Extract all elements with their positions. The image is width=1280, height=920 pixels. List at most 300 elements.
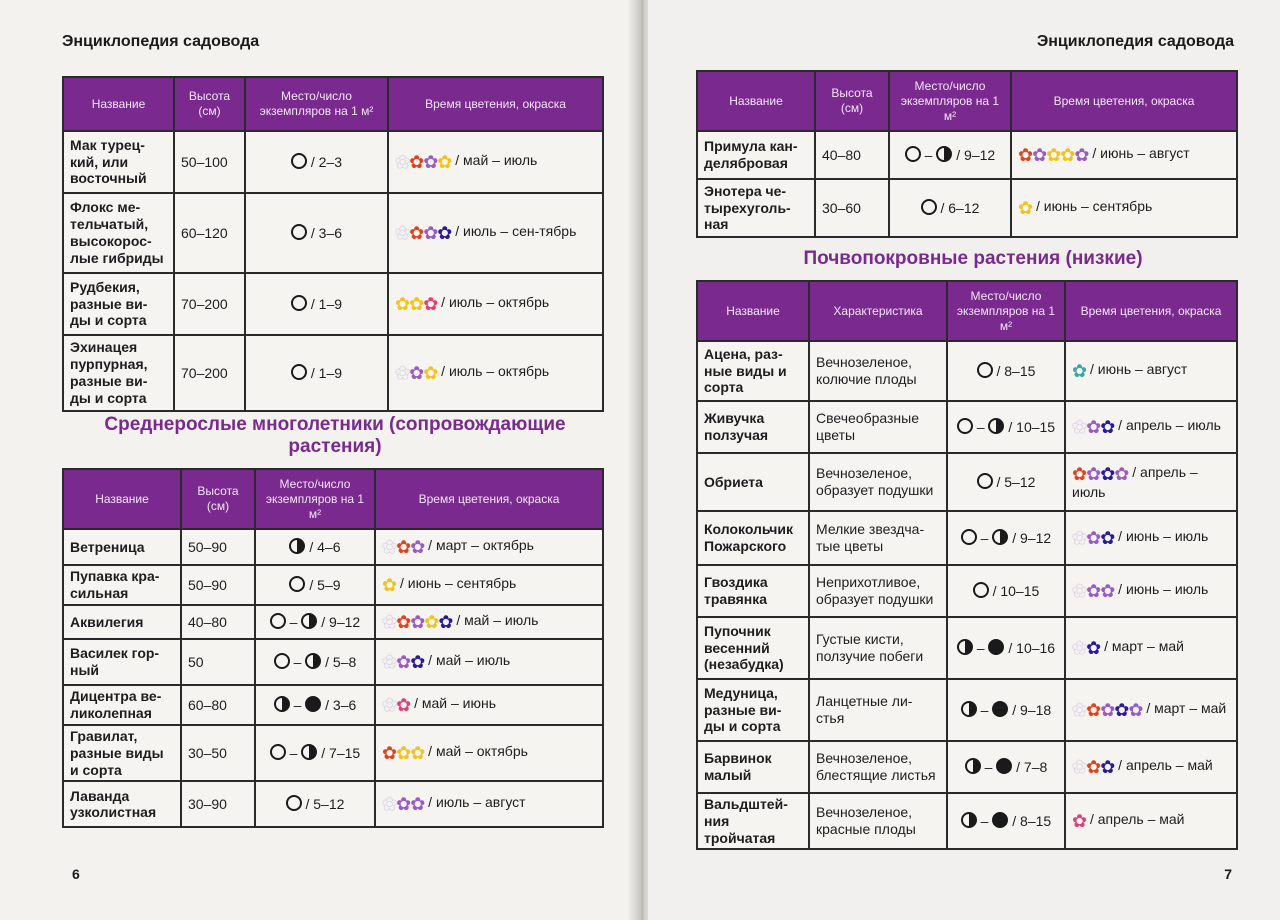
- flower-colors: [395, 154, 451, 172]
- plants-per-m2: / 9–12: [952, 147, 996, 164]
- column-header: Высота (см): [181, 469, 255, 529]
- dash-separator: –: [285, 745, 302, 762]
- bloom-cell: [375, 565, 603, 605]
- flower-white-icon: ✿: [1072, 581, 1088, 602]
- plant-name: Флокс ме-тельчатый, высокорос-лые гибриды: [63, 193, 174, 273]
- partial-shade-icon: [965, 758, 981, 774]
- placement-cell: [255, 529, 375, 565]
- plant-height: 30–50: [181, 725, 255, 781]
- flower-red-icon: ✿: [409, 152, 425, 173]
- table-row: [63, 685, 603, 725]
- plant-height: 30–90: [181, 781, 255, 827]
- column-header: Название: [63, 469, 181, 529]
- flower-yellow-icon: ✿: [1018, 198, 1034, 219]
- placement-cell: [245, 131, 388, 193]
- flower-white-icon: ✿: [1072, 757, 1088, 778]
- plant-height: 60–80: [181, 685, 255, 725]
- full-shade-icon: [305, 696, 321, 712]
- flower-red-icon: ✿: [396, 537, 412, 558]
- flower-purple-icon: ✿: [1086, 417, 1102, 438]
- plants-per-m2: / 5–12: [301, 796, 345, 813]
- flower-colors: [382, 614, 452, 632]
- full-sun-icon: [921, 199, 937, 215]
- flower-purple-icon: ✿: [1032, 145, 1048, 166]
- placement-cell: [947, 565, 1065, 617]
- dash-separator: –: [976, 530, 993, 547]
- plants-per-m2: / 1–9: [306, 365, 343, 382]
- flower-green-icon: ✿: [1072, 361, 1088, 382]
- plants-per-m2: / 1–9: [306, 296, 343, 313]
- column-header: Название: [697, 71, 815, 131]
- section-title-groundcover: Почвопокровные растения (низкие): [803, 248, 1143, 269]
- plants-per-m2: / 10–15: [988, 583, 1040, 600]
- flower-white-icon: ✿: [1072, 638, 1088, 659]
- medium-perennials-table: [62, 468, 604, 828]
- flower-white-icon: ✿: [395, 152, 411, 173]
- flower-purple-icon: ✿: [1086, 581, 1102, 602]
- plant-name: Живучка ползучая: [697, 401, 809, 453]
- plants-per-m2: / 9–18: [1008, 702, 1052, 719]
- flower-yellow-icon: ✿: [409, 294, 425, 315]
- plant-name: Лаванда узколистная: [63, 781, 181, 827]
- flower-red-icon: ✿: [1072, 463, 1088, 484]
- full-shade-icon: [996, 758, 1012, 774]
- table-row: [697, 453, 1237, 511]
- bloom-period: / июнь – июль: [1114, 581, 1209, 598]
- flower-yellow-icon: ✿: [395, 294, 411, 315]
- dash-separator: –: [980, 759, 997, 776]
- placement-cell: [255, 639, 375, 685]
- dash-separator: –: [289, 697, 306, 714]
- table-row: [63, 529, 603, 565]
- placement-cell: [947, 453, 1065, 511]
- plant-name: Обриета: [697, 453, 809, 511]
- groundcover-table: [696, 280, 1238, 850]
- bloom-period: / июнь – август: [1088, 145, 1190, 162]
- flower-purple-icon: ✿: [396, 652, 412, 673]
- bloom-cell: [375, 605, 603, 639]
- flower-purple-icon: ✿: [1100, 581, 1116, 602]
- flower-purple-icon: ✿: [410, 612, 426, 633]
- bloom-period: / июнь – август: [1086, 361, 1188, 378]
- table-row: [697, 741, 1237, 793]
- flower-colors: [1072, 463, 1130, 484]
- bloom-cell: [388, 131, 603, 193]
- plants-per-m2: / 10–16: [1004, 640, 1056, 657]
- column-header: Название: [63, 77, 174, 131]
- full-sun-icon: [291, 224, 307, 240]
- full-sun-icon: [957, 418, 973, 434]
- flower-red-icon: ✿: [396, 612, 412, 633]
- flower-white-icon: ✿: [382, 652, 398, 673]
- partial-shade-icon: [988, 418, 1004, 434]
- plant-name: Пупавка кра-сильная: [63, 565, 181, 605]
- plant-characteristic: Вечнозеленое, блестящие листья: [809, 741, 947, 793]
- table-row: [697, 131, 1237, 179]
- flower-blue-icon: ✿: [1100, 757, 1116, 778]
- plant-characteristic: Вечнозеленое, образует подушки: [809, 453, 947, 511]
- plant-name: Василек гор-ный: [63, 639, 181, 685]
- plant-height: 70–200: [174, 273, 245, 335]
- flower-colors: [395, 225, 451, 243]
- flower-colors: [1072, 640, 1100, 658]
- flower-purple-icon: ✿: [423, 223, 439, 244]
- plants-per-m2: / 4–6: [305, 539, 341, 556]
- table-row: [697, 511, 1237, 565]
- flower-red-icon: ✿: [409, 223, 425, 244]
- flower-colors: [1072, 702, 1142, 720]
- section-title-medium: Среднерослые многолетники (сопровождающие растения): [104, 414, 566, 457]
- flower-blue-icon: ✿: [1114, 700, 1130, 721]
- plant-height: 70–200: [174, 335, 245, 411]
- bloom-period: / апрель – май: [1114, 757, 1213, 774]
- column-header: Время цветения, окраска: [375, 469, 603, 529]
- full-sun-icon: [961, 529, 977, 545]
- bloom-period: / март – май: [1100, 638, 1184, 655]
- bloom-period: / июнь – июль: [1114, 528, 1209, 545]
- dash-separator: –: [285, 614, 302, 631]
- plant-name: Эхинацея пурпурная, разные ви-ды и сорта: [63, 335, 174, 411]
- perennials-table-top: [62, 76, 604, 412]
- plant-name: Гвоздика травянка: [697, 565, 809, 617]
- placement-cell: [947, 341, 1065, 401]
- flower-white-icon: ✿: [1072, 528, 1088, 549]
- flower-purple-icon: ✿: [1086, 528, 1102, 549]
- full-sun-icon: [905, 146, 921, 162]
- bloom-cell: [1065, 453, 1237, 511]
- plant-characteristic: Густые кисти, ползучие побеги: [809, 617, 947, 679]
- plants-per-m2: / 7–15: [317, 745, 361, 762]
- flower-colors: [382, 577, 396, 595]
- dash-separator: –: [972, 419, 989, 436]
- flower-colors: [1018, 200, 1032, 218]
- plant-name: Дицентра ве-ликолепная: [63, 685, 181, 725]
- plants-per-m2: / 5–12: [992, 474, 1036, 491]
- table-row: [697, 179, 1237, 237]
- plant-characteristic: Вечнозеленое, колючие плоды: [809, 341, 947, 401]
- flower-purple-icon: ✿: [410, 537, 426, 558]
- flower-purple-icon: ✿: [423, 152, 439, 173]
- flower-white-icon: ✿: [382, 695, 398, 716]
- flower-yellow-icon: ✿: [1046, 145, 1062, 166]
- plant-height: 60–120: [174, 193, 245, 273]
- full-shade-icon: [988, 639, 1004, 655]
- flower-red-icon: ✿: [382, 743, 398, 764]
- column-header: Время цветения, окраска: [1065, 281, 1237, 341]
- partial-shade-icon: [936, 146, 952, 162]
- partial-shade-icon: [301, 613, 317, 629]
- flower-colors: [382, 796, 424, 814]
- flower-colors: [395, 365, 437, 383]
- flower-blue-icon: ✿: [1086, 638, 1102, 659]
- bloom-cell: [1065, 741, 1237, 793]
- plants-per-m2: / 8–15: [1008, 813, 1052, 830]
- flower-blue-icon: ✿: [1100, 528, 1116, 549]
- placement-cell: [255, 685, 375, 725]
- partial-shade-icon: [289, 538, 305, 554]
- flower-purple-icon: ✿: [1114, 463, 1130, 484]
- bloom-period: / май – октябрь: [424, 743, 528, 760]
- bloom-cell: [1065, 401, 1237, 453]
- column-header: Время цветения, окраска: [388, 77, 603, 131]
- placement-cell: [947, 511, 1065, 565]
- plant-characteristic: Ланцетные ли-стья: [809, 679, 947, 741]
- flower-yellow-icon: ✿: [424, 612, 440, 633]
- bloom-period: / апрель – май: [1086, 811, 1185, 828]
- bloom-cell: [388, 193, 603, 273]
- bloom-period: / апрель – июль: [1114, 417, 1221, 434]
- bloom-cell: [1065, 617, 1237, 679]
- bloom-cell: [375, 781, 603, 827]
- plants-per-m2: / 5–9: [305, 577, 341, 594]
- bloom-cell: [1011, 179, 1237, 237]
- plant-name: Гравилат, разные виды и сорта: [63, 725, 181, 781]
- plants-per-m2: / 3–6: [321, 697, 357, 714]
- table-row: [63, 639, 603, 685]
- full-sun-icon: [291, 153, 307, 169]
- partial-shade-icon: [301, 744, 317, 760]
- table-row: [697, 679, 1237, 741]
- plants-per-m2: / 2–3: [306, 154, 343, 171]
- plant-name: Пупочник весенний (незабудка): [697, 617, 809, 679]
- bloom-cell: [1065, 793, 1237, 849]
- flower-red-icon: ✿: [1086, 700, 1102, 721]
- full-sun-icon: [274, 653, 290, 669]
- bloom-period: / май – июль: [424, 652, 511, 669]
- partial-shade-icon: [274, 696, 290, 712]
- table-row: [63, 131, 603, 193]
- table-row: [63, 605, 603, 639]
- table-row: [697, 565, 1237, 617]
- plant-characteristic: Мелкие звездча-тые цветы: [809, 511, 947, 565]
- bloom-period: / июль – сен-тябрь: [451, 223, 577, 240]
- placement-cell: [255, 725, 375, 781]
- plants-per-m2: / 5–8: [321, 654, 357, 671]
- table-row: [63, 335, 603, 411]
- full-shade-icon: [992, 701, 1008, 717]
- plant-height: 40–80: [181, 605, 255, 639]
- bloom-period: / март – май: [1142, 700, 1227, 717]
- placement-cell: [245, 335, 388, 411]
- plant-name: Медуница, разные ви-ды и сорта: [697, 679, 809, 741]
- flower-colors: [1018, 147, 1088, 165]
- flower-pink-icon: ✿: [1072, 811, 1088, 832]
- bloom-period: / март – октябрь: [424, 537, 534, 554]
- flower-colors: [1072, 813, 1086, 831]
- placement-cell: [245, 273, 388, 335]
- plant-height: 50–90: [181, 565, 255, 605]
- partial-shade-icon: [992, 529, 1008, 545]
- full-shade-icon: [992, 812, 1008, 828]
- plant-height: 30–60: [815, 179, 889, 237]
- plant-characteristic: Вечнозеленое, красные плоды: [809, 793, 947, 849]
- flower-white-icon: ✿: [395, 223, 411, 244]
- bloom-cell: [1065, 565, 1237, 617]
- dash-separator: –: [972, 640, 989, 657]
- dash-separator: –: [976, 702, 993, 719]
- bloom-cell: [375, 639, 603, 685]
- flower-yellow-icon: ✿: [437, 152, 453, 173]
- flower-red-icon: ✿: [1086, 757, 1102, 778]
- flower-colors: [382, 539, 424, 557]
- flower-blue-icon: ✿: [1100, 463, 1116, 484]
- bloom-period: / май – июнь: [410, 695, 496, 712]
- flower-colors: [1072, 530, 1114, 548]
- column-header: Место/число экземпляров на 1 м²: [947, 281, 1065, 341]
- plant-height: 50: [181, 639, 255, 685]
- flower-purple-icon: ✿: [1100, 700, 1116, 721]
- perennials-table-continued: [696, 70, 1238, 238]
- plant-name: Вальдштей-ния тройчатая: [697, 793, 809, 849]
- flower-pink-icon: ✿: [396, 695, 412, 716]
- flower-blue-icon: ✿: [410, 652, 426, 673]
- flower-colors: [382, 697, 410, 715]
- flower-colors: [382, 745, 424, 763]
- plant-height: 40–80: [815, 131, 889, 179]
- page-header: Энциклопедия садовода: [1036, 33, 1234, 50]
- bloom-cell: [388, 335, 603, 411]
- full-sun-icon: [291, 295, 307, 311]
- plant-name: Барвинок малый: [697, 741, 809, 793]
- partial-shade-icon: [961, 812, 977, 828]
- flower-yellow-icon: ✿: [410, 743, 426, 764]
- flower-colors: [1072, 419, 1114, 437]
- partial-shade-icon: [305, 653, 321, 669]
- plant-name: Ветреница: [63, 529, 181, 565]
- column-header: Место/число экземпляров на 1 м²: [255, 469, 375, 529]
- flower-purple-icon: ✿: [1086, 463, 1102, 484]
- flower-purple-icon: ✿: [409, 363, 425, 384]
- plants-per-m2: / 9–12: [317, 614, 361, 631]
- plant-height: 50–100: [174, 131, 245, 193]
- plant-name: Ацена, раз-ные виды и сорта: [697, 341, 809, 401]
- column-header: Высота (см): [815, 71, 889, 131]
- flower-purple-icon: ✿: [396, 794, 412, 815]
- full-sun-icon: [270, 744, 286, 760]
- flower-white-icon: ✿: [1072, 700, 1088, 721]
- flower-yellow-icon: ✿: [423, 363, 439, 384]
- bloom-period: / июнь – сентябрь: [1032, 198, 1153, 215]
- placement-cell: [255, 605, 375, 639]
- bloom-cell: [1065, 341, 1237, 401]
- bloom-cell: [1065, 679, 1237, 741]
- placement-cell: [245, 193, 388, 273]
- flower-white-icon: ✿: [1072, 417, 1088, 438]
- page-number: 7: [1224, 866, 1232, 882]
- plants-per-m2: / 8–15: [992, 363, 1036, 380]
- table-row: [697, 341, 1237, 401]
- plants-per-m2: / 7–8: [1012, 759, 1048, 776]
- flower-white-icon: ✿: [382, 537, 398, 558]
- table-row: [697, 617, 1237, 679]
- placement-cell: [889, 131, 1011, 179]
- bloom-cell: [388, 273, 603, 335]
- column-header: Характеристика: [809, 281, 947, 341]
- placement-cell: [947, 401, 1065, 453]
- flower-purple-icon: ✿: [1074, 145, 1090, 166]
- column-header: Место/число экземпляров на 1 м²: [245, 77, 388, 131]
- dash-separator: –: [976, 813, 993, 830]
- plant-name: Энотера че-тырехуголь-ная: [697, 179, 815, 237]
- placement-cell: [255, 565, 375, 605]
- partial-shade-icon: [957, 639, 973, 655]
- flower-yellow-icon: ✿: [1060, 145, 1076, 166]
- placement-cell: [947, 793, 1065, 849]
- partial-shade-icon: [961, 701, 977, 717]
- plants-per-m2: / 6–12: [936, 200, 980, 217]
- plants-per-m2: / 3–6: [306, 225, 343, 242]
- page-number: 6: [72, 866, 80, 882]
- full-sun-icon: [286, 795, 302, 811]
- flower-blue-icon: ✿: [437, 223, 453, 244]
- bloom-period: / май – июль: [452, 612, 539, 629]
- placement-cell: [889, 179, 1011, 237]
- table-row: [697, 793, 1237, 849]
- plant-name: Мак турец-кий, или восточный: [63, 131, 174, 193]
- plant-name: Рудбекия, разные ви-ды и сорта: [63, 273, 174, 335]
- bloom-period: / май – июль: [451, 152, 538, 169]
- bloom-period: / июль – август: [424, 794, 526, 811]
- right-page: [648, 0, 1280, 920]
- flower-colors: [1072, 583, 1114, 601]
- flower-white-icon: ✿: [382, 794, 398, 815]
- bloom-cell: [1065, 511, 1237, 565]
- placement-cell: [947, 741, 1065, 793]
- plant-characteristic: Свечеобразные цветы: [809, 401, 947, 453]
- bloom-period: / июль – октябрь: [437, 363, 550, 380]
- flower-blue-icon: ✿: [438, 612, 454, 633]
- flower-white-icon: ✿: [382, 612, 398, 633]
- dash-separator: –: [289, 654, 306, 671]
- full-sun-icon: [973, 582, 989, 598]
- flower-colors: [395, 296, 437, 314]
- flower-colors: [1072, 759, 1114, 777]
- plant-characteristic: Неприхотливое, образует подушки: [809, 565, 947, 617]
- page-header: Энциклопедия садовода: [62, 33, 260, 50]
- placement-cell: [947, 617, 1065, 679]
- flower-red-icon: ✿: [1018, 145, 1034, 166]
- bloom-period: / апрель – июль: [1072, 463, 1198, 500]
- plant-height: 50–90: [181, 529, 255, 565]
- plant-name: Аквилегия: [63, 605, 181, 639]
- column-header: Высота (см): [174, 77, 245, 131]
- flower-colors: [1072, 363, 1086, 381]
- plants-per-m2: / 10–15: [1004, 419, 1056, 436]
- table-row: [63, 725, 603, 781]
- full-sun-icon: [289, 576, 305, 592]
- flower-yellow-icon: ✿: [382, 575, 398, 596]
- flower-purple-icon: ✿: [1128, 700, 1144, 721]
- column-header: Название: [697, 281, 809, 341]
- full-sun-icon: [977, 362, 993, 378]
- flower-colors: [382, 654, 424, 672]
- bloom-period: / июль – октябрь: [437, 294, 550, 311]
- plants-per-m2: / 9–12: [1008, 530, 1052, 547]
- table-row: [63, 565, 603, 605]
- bloom-cell: [1011, 131, 1237, 179]
- dash-separator: –: [920, 147, 937, 164]
- bloom-cell: [375, 685, 603, 725]
- bloom-period: / июнь – сентябрь: [396, 575, 517, 592]
- flower-white-icon: ✿: [395, 363, 411, 384]
- placement-cell: [255, 781, 375, 827]
- full-sun-icon: [270, 613, 286, 629]
- table-row: [63, 781, 603, 827]
- flower-purple-icon: ✿: [410, 794, 426, 815]
- table-row: [63, 273, 603, 335]
- table-row: [697, 401, 1237, 453]
- table-row: [63, 193, 603, 273]
